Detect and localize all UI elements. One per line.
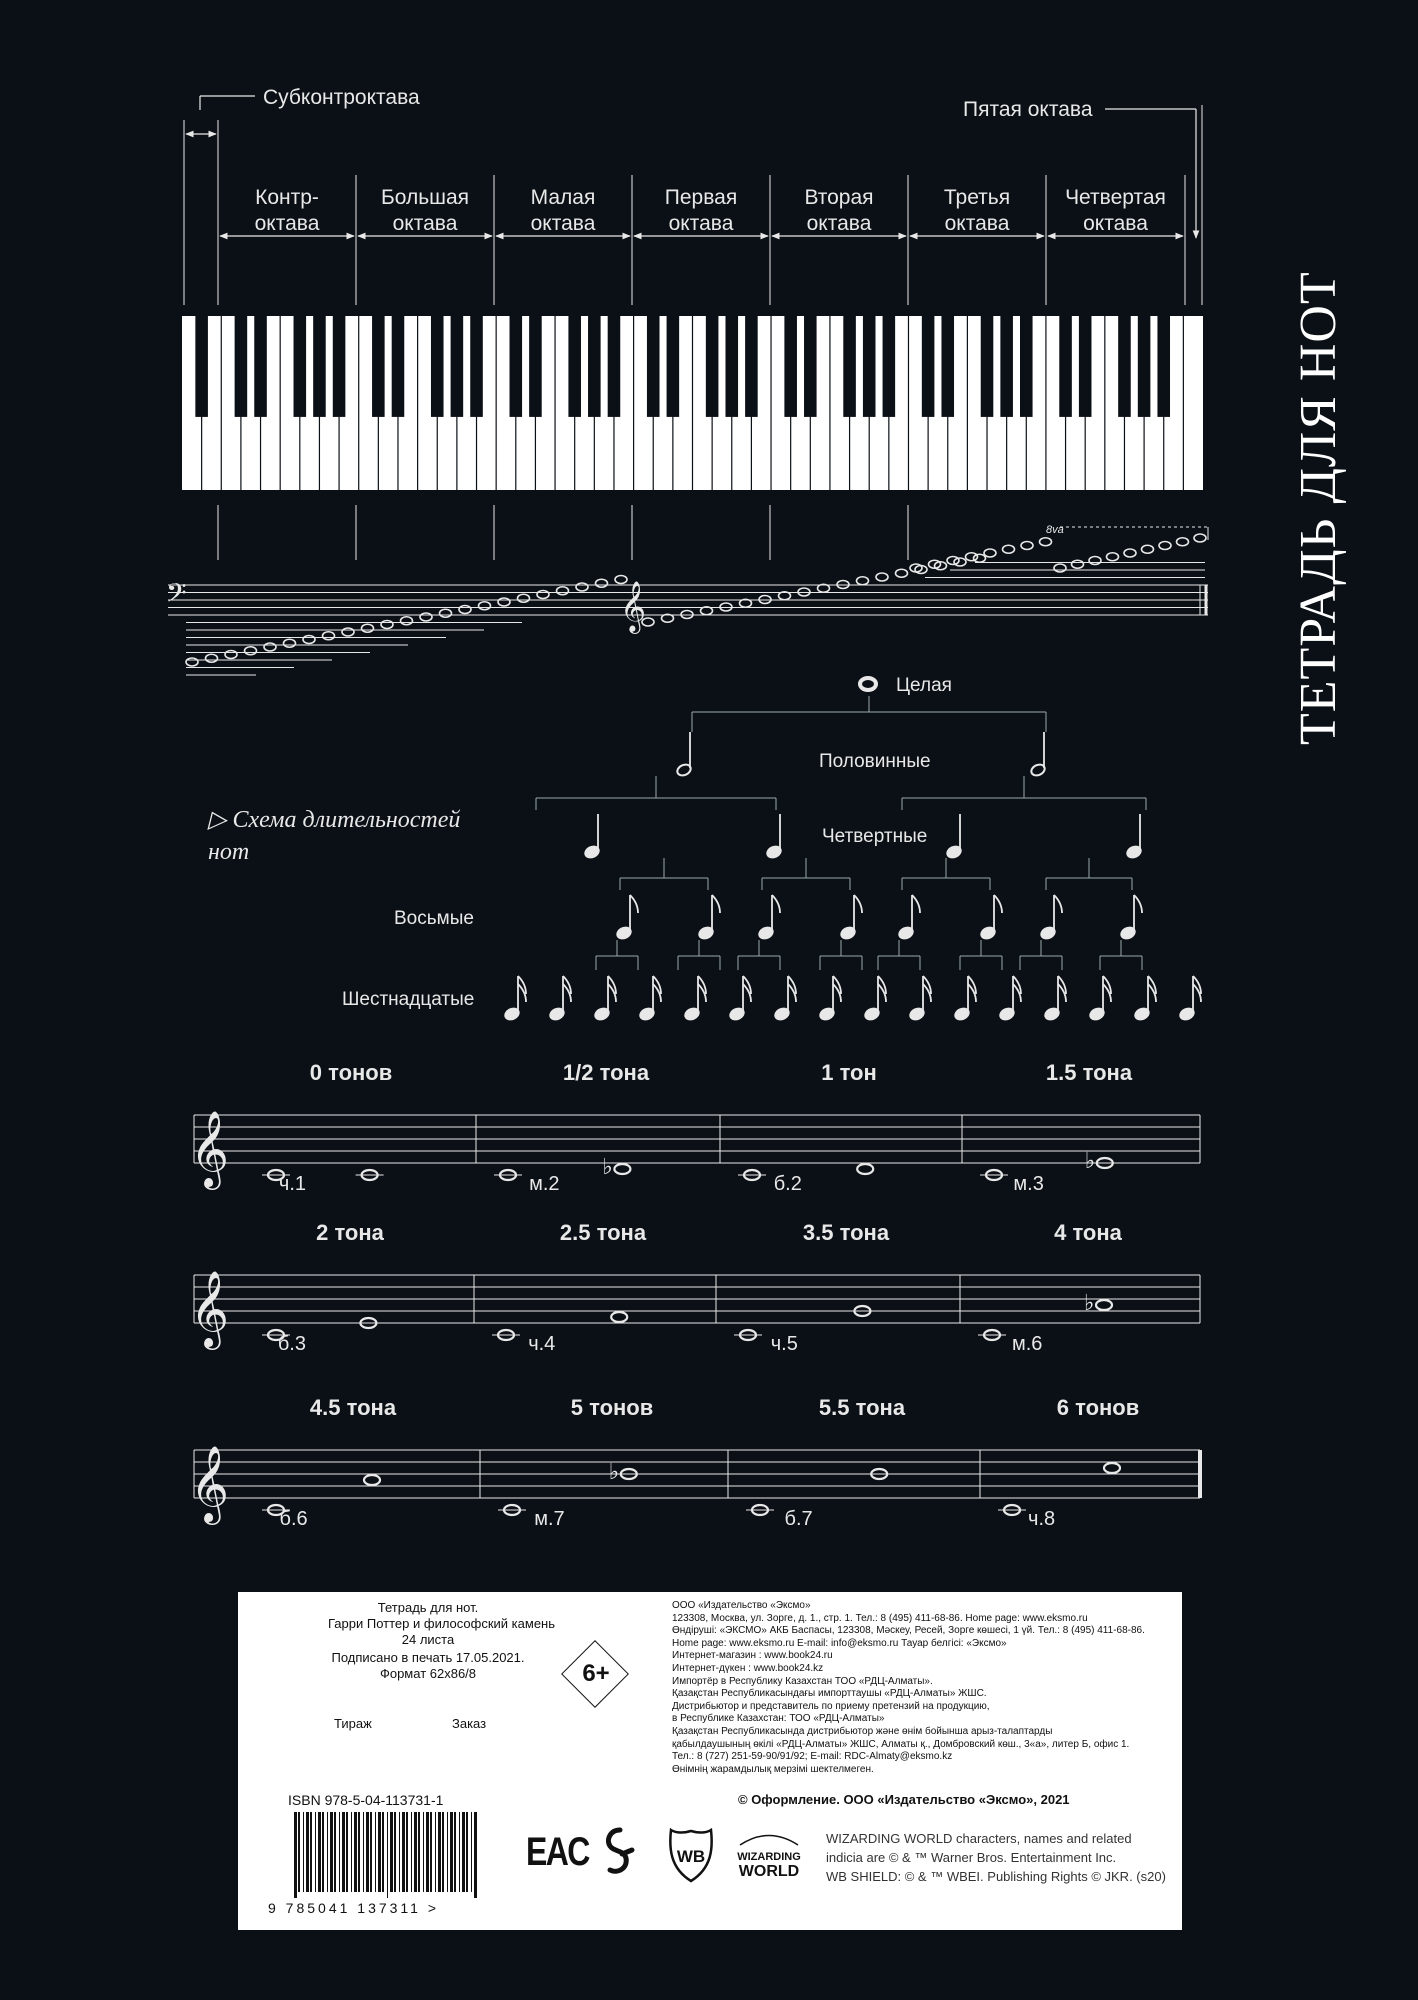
- octave-label-line1: Вторая: [804, 186, 874, 209]
- publisher-line: Импортёр в Республику Казахстан ТОО «РДЦ-Алматы».: [672, 1675, 933, 1687]
- octave-label-line2: октава: [254, 212, 320, 235]
- piano-keyboard: [182, 316, 1203, 490]
- interval-name-label: м.2: [529, 1173, 560, 1195]
- range-note: [323, 632, 335, 640]
- interval-name-label: б.3: [277, 1333, 306, 1355]
- black-key: [922, 316, 935, 417]
- fifth-octave-label: Пятая октава: [963, 98, 1093, 121]
- publisher-line: ООО «Издательство «Эксмо»: [672, 1600, 811, 1611]
- wb-text: WB: [676, 1847, 706, 1866]
- range-note: [596, 579, 608, 587]
- note-flag: [1054, 895, 1062, 913]
- barcode-bar: [370, 1812, 372, 1892]
- barcode-bar: [430, 1812, 432, 1892]
- black-key: [451, 316, 464, 417]
- interval-name-label: м.7: [534, 1508, 565, 1530]
- interval-upper-note: [364, 1475, 380, 1485]
- signed-date: Подписано в печать 17.05.2021.: [331, 1650, 525, 1665]
- black-key: [647, 316, 660, 417]
- range-note: [1089, 557, 1101, 565]
- book-title-line1: Тетрадь для нот.: [377, 1600, 479, 1615]
- barcode-bar: [322, 1812, 324, 1892]
- range-note: [459, 606, 471, 614]
- ww-line2: WORLD: [738, 1863, 800, 1880]
- range-note: [303, 636, 315, 644]
- range-note: [245, 647, 257, 655]
- barcode-bar: [310, 1812, 312, 1892]
- flat-sign-icon: ♭: [1084, 1290, 1095, 1315]
- barcode-bar: [454, 1812, 456, 1892]
- durations-title-line1: ▷ Схема длительностей: [208, 807, 461, 833]
- barcode-bar: [315, 1812, 316, 1892]
- range-note: [537, 591, 549, 599]
- interval-tones-label: 2 тона: [316, 1220, 384, 1245]
- barcode-bar: [442, 1812, 444, 1892]
- black-key: [1157, 316, 1170, 417]
- interval-name-label: б.6: [279, 1508, 308, 1530]
- ottava-mark: 8va: [1046, 524, 1064, 536]
- interval-name-label: ч.4: [528, 1333, 556, 1355]
- interval-name-label: ч.1: [278, 1173, 307, 1195]
- range-note: [896, 569, 908, 577]
- octave-label-line1: Большая: [380, 186, 470, 209]
- sheets-count: 24 листа: [401, 1632, 455, 1647]
- barcode-bar: [366, 1812, 369, 1892]
- whole-note-label: Целая: [896, 675, 952, 696]
- note-range-staff: [166, 505, 1208, 675]
- barcode-bar: [354, 1812, 357, 1892]
- range-note: [342, 628, 354, 636]
- interval-upper-note: [611, 1312, 627, 1322]
- imprint-box: [238, 1592, 1182, 1930]
- publisher-line: Қазақстан Республикасында дистрибьютор және өнім бойынша арыз-талаптарды: [672, 1725, 1053, 1737]
- publisher-line: 123308, Москва, ул. Зорге, д. 1., стр. 1. Тел.: 8 (495) 411-68-86. Home page: www.eksmo.ru: [672, 1612, 1088, 1624]
- barcode-bar: [426, 1812, 429, 1892]
- black-key: [470, 316, 483, 417]
- interval-tones-label: 6 тонов: [1056, 1395, 1140, 1420]
- barcode-bar: [346, 1812, 348, 1892]
- durations-title-line2: нот: [208, 839, 250, 865]
- publisher-line: қабылдаушының өкілі «РДЦ-Алматы» ЖШС, Алматы қ., Домбровский көш., 3«а», литер Б, офис 1.: [672, 1738, 1130, 1750]
- note-flag: [854, 895, 862, 913]
- publisher-info: [672, 1600, 1145, 1776]
- treble-clef-icon: 𝄞: [190, 1271, 230, 1345]
- range-note: [498, 598, 510, 606]
- range-note: [1177, 538, 1189, 546]
- black-key: [608, 316, 621, 417]
- barcode-bar: [423, 1812, 424, 1892]
- black-key: [784, 316, 797, 417]
- black-key: [745, 316, 758, 417]
- black-key: [313, 316, 326, 417]
- barcode-bar: [387, 1812, 388, 1898]
- wb-shield-icon: [668, 1828, 714, 1884]
- barcode-bar: [411, 1812, 412, 1892]
- barcode-bar: [339, 1812, 340, 1892]
- note-flag: [630, 895, 638, 913]
- octave-label-line2: октава: [530, 212, 596, 235]
- black-key: [863, 316, 876, 417]
- barcode-bar: [306, 1812, 309, 1892]
- publisher-line: Өндіруші: «ЭКСМО» АКБ Баспасы, 123308, Мәскеу, Ресей, Зорге көшесі, 1 үй. Тел.: 8 (495) 411-68-86.: [672, 1625, 1145, 1637]
- interval-upper-note: [1104, 1463, 1120, 1473]
- range-note: [947, 557, 959, 565]
- range-note: [576, 583, 588, 591]
- barcode-bar: [382, 1812, 384, 1892]
- interval-name-label: м.6: [1011, 1333, 1043, 1355]
- black-key: [1118, 316, 1131, 417]
- bass-clef-icon: 𝄢: [166, 578, 187, 614]
- barcode-bar: [342, 1812, 345, 1892]
- range-note: [857, 577, 869, 585]
- black-key: [941, 316, 954, 417]
- barcode-bar: [435, 1812, 436, 1892]
- black-key: [235, 316, 248, 417]
- octave-label-line2: октава: [1083, 212, 1148, 235]
- interval-upper-note: [857, 1164, 873, 1174]
- publisher-line: в Республике Казахстан: ТОО «РДЦ-Алматы»: [672, 1713, 885, 1725]
- range-note: [1021, 542, 1033, 550]
- range-note: [1040, 538, 1052, 546]
- barcode-bar: [438, 1812, 441, 1892]
- publisher-line: Тел.: 8 (727) 251-59-90/91/92; E-mail: RDC-Almaty@eksmo.kz: [672, 1751, 953, 1763]
- sixteenth-note-label: Шестнадцатые: [342, 989, 475, 1010]
- book-title-block: [328, 1600, 556, 1682]
- black-key: [843, 316, 856, 417]
- note-flag: [712, 895, 720, 913]
- age-rating: 6+: [582, 1660, 610, 1687]
- publisher-line: Интернет-дүкен : www.book24.kz: [672, 1662, 824, 1674]
- range-note: [1124, 549, 1136, 557]
- black-key: [804, 316, 817, 417]
- octave-label-line1: Малая: [530, 186, 596, 209]
- barcode-bar: [399, 1812, 400, 1892]
- barcode-bar: [402, 1812, 405, 1892]
- note-flag: [1134, 895, 1142, 913]
- octave-label-line1: Первая: [664, 186, 738, 209]
- range-note: [381, 621, 393, 629]
- interval-tones-label: 0 тонов: [309, 1060, 393, 1085]
- octave-label-line2: октава: [806, 212, 872, 235]
- octave-label-line2: октава: [668, 212, 734, 235]
- note-flag: [772, 895, 780, 913]
- wizarding-line: indicia are © & ™ Warner Bros. Entertainment Inc.: [826, 1850, 1117, 1865]
- barcode-bar: [459, 1812, 460, 1892]
- barcode-bar: [414, 1812, 417, 1892]
- whole-note-icon: [860, 678, 876, 690]
- flat-sign-icon: ♭: [602, 1154, 613, 1179]
- barcode-bar: [447, 1812, 448, 1892]
- barcode-bar: [390, 1812, 393, 1892]
- black-key: [883, 316, 896, 417]
- black-key: [981, 316, 994, 417]
- range-note: [420, 613, 432, 621]
- barcode-bar: [351, 1812, 352, 1892]
- black-key: [392, 316, 405, 417]
- interval-tones-label: 5 тонов: [570, 1395, 654, 1420]
- range-note: [1003, 545, 1015, 553]
- black-key: [1138, 316, 1151, 417]
- range-note: [1159, 542, 1171, 550]
- barcode-bar: [327, 1812, 328, 1892]
- octave-label-line1: Четвертая: [1065, 186, 1166, 209]
- barcode-bar: [406, 1812, 408, 1892]
- barcode-bar: [363, 1812, 364, 1892]
- interval-tones-label: 1 тон: [821, 1060, 877, 1085]
- intervals-staves: [0, 1050, 1418, 1550]
- barcode-bar: [318, 1812, 321, 1892]
- barcode-bar: [298, 1812, 300, 1892]
- book-title-line2: Гарри Поттер и философский камень: [328, 1616, 556, 1631]
- half-note-label: Половинные: [819, 751, 931, 772]
- range-note: [1194, 534, 1206, 542]
- subcontra-label: Субконтроктава: [263, 86, 420, 109]
- range-note: [401, 617, 413, 625]
- barcode-bar: [358, 1812, 360, 1892]
- black-key: [529, 316, 542, 417]
- copyright-line: © Оформление. ООО «Издательство «Эксмо», 2021: [738, 1792, 1070, 1807]
- range-note: [1054, 564, 1066, 572]
- range-note: [1142, 545, 1154, 553]
- black-key: [431, 316, 444, 417]
- range-note: [362, 624, 374, 632]
- tirazh-label: Тираж: [334, 1716, 372, 1731]
- eighth-note-label: Восьмые: [394, 908, 474, 929]
- barcode: [288, 1810, 488, 1900]
- barcode-bar: [378, 1812, 381, 1892]
- barcode-bar: [474, 1812, 477, 1898]
- wizarding-world-logo: [734, 1830, 804, 1880]
- publisher-line: Home page: www.eksmo.ru E-mail: info@eksmo.ru Тауар белгісі: «Эксмо»: [672, 1637, 1007, 1649]
- black-key: [333, 316, 346, 417]
- octave-label-line2: октава: [392, 212, 458, 235]
- wizarding-line: WB SHIELD: © & ™ WBEI. Publishing Rights © JKR. (s20): [826, 1869, 1166, 1884]
- black-key: [1020, 316, 1033, 417]
- range-note: [225, 651, 237, 659]
- durations-tree: [0, 660, 1418, 1040]
- isbn-text: ISBN 978-5-04-113731-1: [288, 1792, 444, 1808]
- publisher-line: Қазақстан Республикасындағы импорттаушы «РДЦ-Алматы» ЖШС.: [672, 1688, 987, 1700]
- interval-tones-label: 4.5 тона: [309, 1395, 397, 1420]
- octave-label-line1: Третья: [943, 186, 1011, 209]
- format-text: Формат 62x86/8: [379, 1666, 477, 1681]
- interval-name-label: б.7: [784, 1508, 813, 1530]
- black-key: [568, 316, 581, 417]
- interval-upper-note: [1096, 1300, 1112, 1310]
- octave-diagram: [0, 0, 1418, 700]
- interval-tones-label: 4 тона: [1054, 1220, 1122, 1245]
- range-note: [557, 587, 569, 595]
- interval-name-label: м.3: [1013, 1173, 1044, 1195]
- black-key: [372, 316, 385, 417]
- barcode-bar: [462, 1812, 465, 1892]
- barcode-bar: [466, 1812, 468, 1892]
- black-key: [706, 316, 719, 417]
- black-key: [294, 316, 307, 417]
- range-note: [966, 553, 978, 561]
- interval-name-label: ч.5: [770, 1333, 798, 1355]
- barcode-bar: [334, 1812, 336, 1892]
- interval-tones-label: 1/2 тона: [562, 1060, 650, 1085]
- publisher-line: Интернет-магазин : www.book24.ru: [672, 1650, 833, 1662]
- black-key: [195, 316, 208, 417]
- black-key: [1079, 316, 1092, 417]
- treble-clef-icon: 𝄞: [190, 1111, 230, 1185]
- barcode-digits: 9 785041 137311 >: [268, 1900, 440, 1916]
- interval-tones-label: 1.5 тона: [1045, 1060, 1133, 1085]
- barcode-bar: [450, 1812, 453, 1892]
- range-note: [974, 554, 986, 562]
- barcode-bar: [330, 1812, 333, 1892]
- range-note: [479, 602, 491, 610]
- black-key: [510, 316, 523, 417]
- barcode-bar: [375, 1812, 376, 1892]
- lightning-arc-icon: [734, 1830, 804, 1846]
- interval-upper-note: [614, 1164, 630, 1174]
- range-note: [876, 573, 888, 581]
- octave-label-line1: Контр-: [255, 186, 319, 209]
- interval-name-label: ч.8: [1028, 1508, 1056, 1530]
- publisher-line: Дистрибьютор и представитель по приему претензий на продукцию,: [672, 1700, 990, 1712]
- barcode-bar: [394, 1812, 396, 1892]
- range-note: [264, 643, 276, 651]
- range-note: [284, 639, 296, 647]
- quarter-note-label: Четвертные: [822, 826, 928, 847]
- black-key: [254, 316, 267, 417]
- octave-label-line2: октава: [944, 212, 1010, 235]
- interval-tones-label: 3.5 тона: [802, 1220, 890, 1245]
- barcode-bar: [303, 1812, 304, 1892]
- treble-clef-icon: 𝄞: [620, 582, 647, 631]
- eksmo-logo-icon: [600, 1824, 640, 1884]
- range-note: [1107, 553, 1119, 561]
- spine-title: ТЕТРАДЬ ДЛЯ НОТ: [1290, 271, 1347, 745]
- barcode-bar: [471, 1812, 472, 1892]
- interval-tones-label: 2.5 тона: [559, 1220, 647, 1245]
- treble-clef-icon: 𝄞: [190, 1446, 230, 1520]
- black-key: [588, 316, 601, 417]
- wizarding-line: WIZARDING WORLD characters, names and related: [826, 1831, 1132, 1846]
- interval-tones-label: 5.5 тона: [818, 1395, 906, 1420]
- note-flag: [994, 895, 1002, 913]
- black-key: [1000, 316, 1013, 417]
- barcode-bar: [294, 1812, 297, 1898]
- eac-mark: EAC: [526, 1830, 589, 1874]
- range-note: [518, 594, 530, 602]
- wizarding-rights: [826, 1829, 1166, 1886]
- range-note: [440, 609, 452, 617]
- publisher-line: Өнімнің жарамдылық мерзімі шектелмеген.: [672, 1763, 874, 1775]
- flat-sign-icon: ♭: [608, 1459, 620, 1484]
- black-key: [1059, 316, 1072, 417]
- barcode-bar: [418, 1812, 420, 1892]
- ww-line1: WIZARDING: [737, 1851, 801, 1863]
- black-key: [667, 316, 680, 417]
- interval-name-label: б.2: [773, 1173, 802, 1195]
- black-key: [725, 316, 738, 417]
- range-note: [1072, 560, 1084, 568]
- note-flag: [912, 895, 920, 913]
- range-note: [984, 549, 996, 557]
- zakaz-label: Заказ: [452, 1716, 487, 1731]
- flat-sign-icon: ♭: [1084, 1148, 1096, 1173]
